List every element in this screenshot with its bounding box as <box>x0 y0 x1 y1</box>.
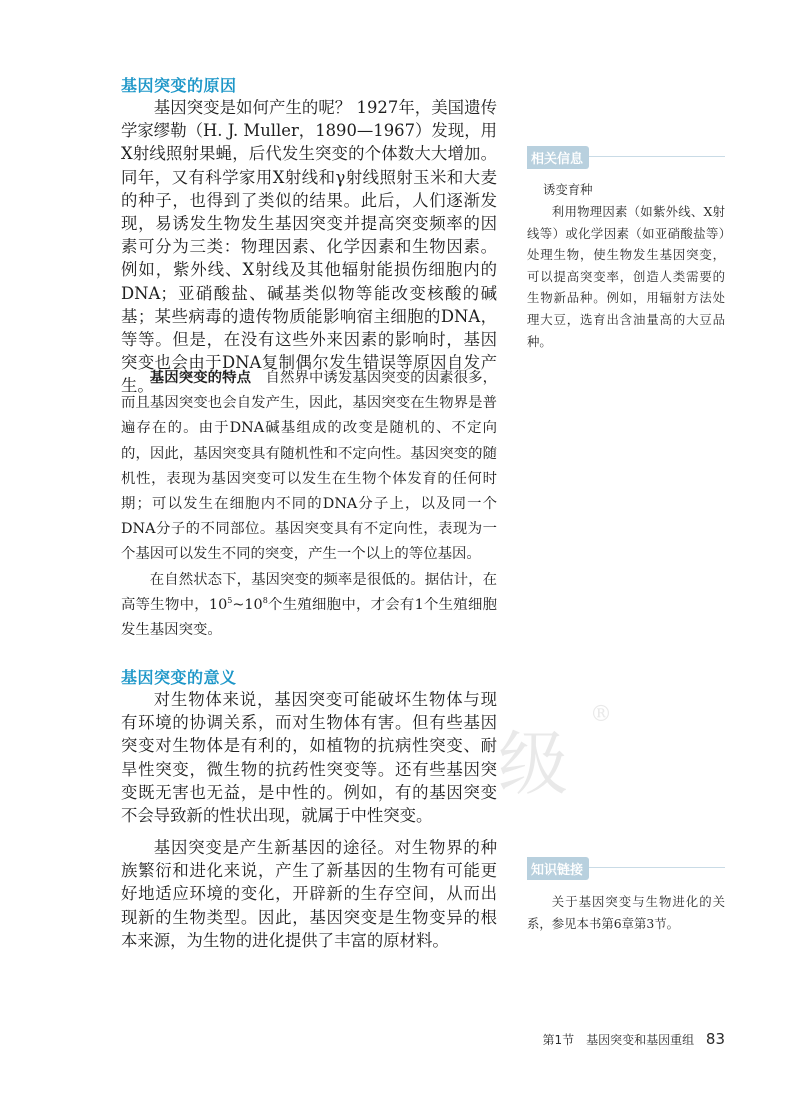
features-lead: 基因突变的特点 <box>149 370 252 386</box>
frequency-text-b: ~10 <box>232 597 263 614</box>
features-text: 自然界中诱发基因突变的因素很多，而且基因突变也会自发产生，因此，基因突变在生物界是普遍存在的。由于DNA碱基组成的改变是随机的、不定向的，因此，基因突变具有随机性和不定向性。基因突变的随机性，表现为基因突变可以发生在生物个体发育的任何时期；可以发生在细胞内不同的DNA分子上，以及同一个DNA分子的不同部位。基因突变具有不定向性，表现为一个基因可以发生不同的突变，产生一个以上的等位基因。 <box>121 370 497 563</box>
section-title-causes: 基因突变的原因 <box>121 76 237 95</box>
causes-paragraph: 基因突变是如何产生的呢？ 1927年，美国遗传学家缪勒（H. J. Muller，1890—1967）发现，用X射线照射果蝇，后代发生突变的个体数大大增加。同年，又有科学家用X射线和γ射线照射玉米和大麦的种子，也得到了类似的结果。此后，人们逐渐发现，易诱发生物发生基因突变并提高突变频率的因素可分为三类：物理因素、化学因素和生物因素。例如，紫外线、X射线及其他辐射能损伤细胞内的DNA；亚硝酸盐、碱基类似物等能改变核酸的碱基；某些病毒的遗传物质能影响宿主细胞的DNA，等等。但是，在没有这些外来因素的影响时，基因突变也会由于DNA复制偶尔发生错误等原因自发产生。 <box>121 98 497 396</box>
significance-paragraph-2: 基因突变是产生新基因的途径。对生物界的种族繁衍和进化来说，产生了新基因的生物有可能更好地适应环境的变化，开辟新的生存空间，从而出现新的生物类型。因此，基因突变是生物变异的根本来源，为生物的进化提供了丰富的原材料。 <box>121 838 497 950</box>
footer-section: 第1节 基因突变和基因重组 <box>542 1033 695 1047</box>
registered-mark-icon: ® <box>590 702 612 727</box>
sidebar-related-info <box>527 146 725 352</box>
related-info-label: 相关信息 <box>527 146 589 169</box>
frequency-paragraph <box>121 568 497 644</box>
related-info-text: 利用物理因素（如紫外线、X射线等）或化学因素（如亚硝酸盐等）处理生物，使生物发生基因突变，可以提高突变率，创造人类需要的生物新品种。例如，用辐射方法处理大豆，选育出含油量高的大豆品种。 <box>527 204 725 349</box>
related-info-title: 诱变育种 <box>543 182 593 197</box>
page-number: 83 <box>705 1030 725 1048</box>
knowledge-link-label: 知识链接 <box>527 857 589 880</box>
sidebar-knowledge-link <box>527 857 725 934</box>
page-footer <box>542 1030 725 1048</box>
significance-paragraph-1: 对生物体来说，基因突变可能破坏生物体与现有环境的协调关系，而对生物体有害。但有些基因突变对生物体是有利的，如植物的抗病性突变、耐旱性突变，微生物的抗药性突变等。还有些基因突变既无害也无益，是中性的。例如，有的基因突变不会导致新的性状出现，就属于中性突变。 <box>121 690 497 826</box>
watermark-glyph: 级 <box>498 723 568 805</box>
exponent-5: 5 <box>227 596 233 606</box>
frequency-text-a: 在自然状态下，基因突变的频率是很低的。据估计，在高等生物中，10 <box>121 572 497 614</box>
knowledge-link-text: 关于基因突变与生物进化的关系，参见本书第6章第3节。 <box>527 894 725 931</box>
section-title-significance: 基因突变的意义 <box>121 668 237 687</box>
publisher-watermark <box>498 702 612 818</box>
features-paragraph <box>121 366 497 568</box>
frequency-text-c: 个生殖细胞中，才会有1个生殖细胞发生基因突变。 <box>121 597 497 639</box>
exponent-8: 8 <box>262 596 268 606</box>
